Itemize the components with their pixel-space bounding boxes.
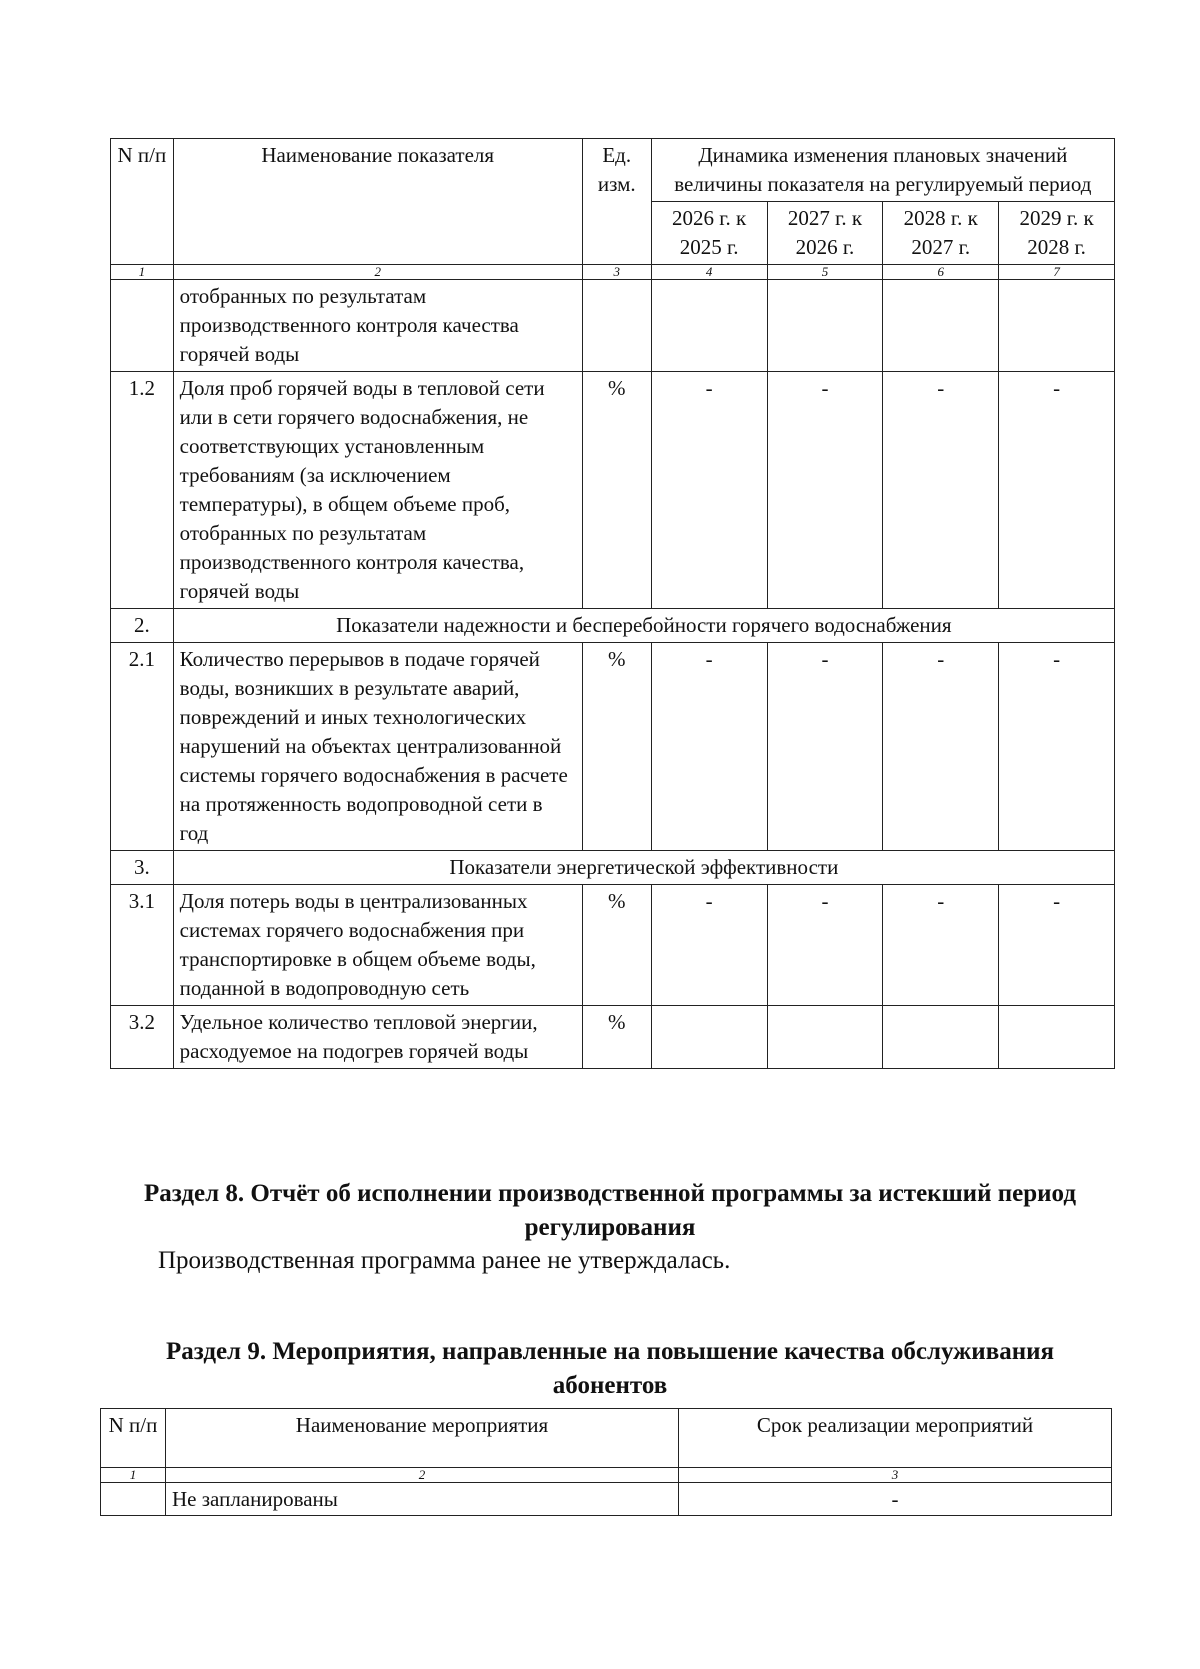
row-value: - [651, 643, 767, 851]
row-name: Доля проб горячей воды в тепловой сети или в сети горячего водоснабжения, не соответствующих установленным требованиям (за исключением температуры), в общем объеме проб, отобранных по результатам производственного контроля качества, горячей воды [173, 372, 582, 609]
column-number: 4 [651, 265, 767, 280]
header-year: 2027 г. к 2026 г. [767, 202, 883, 265]
section-title: Показатели надежности и бесперебойности горячего водоснабжения [173, 609, 1114, 643]
row-num: 3.2 [111, 1006, 174, 1069]
header-year: 2026 г. к 2025 г. [651, 202, 767, 265]
row-name: Удельное количество тепловой энергии, расходуемое на подогрев горячей воды [173, 1006, 582, 1069]
row-unit [582, 280, 651, 372]
row-value: - [999, 885, 1115, 1006]
row-unit: % [582, 885, 651, 1006]
measures-table [100, 1408, 1112, 1516]
row-num: 2.1 [111, 643, 174, 851]
section-num: 3. [111, 851, 174, 885]
header-year: 2029 г. к 2028 г. [999, 202, 1115, 265]
row-value: - [883, 372, 999, 609]
row-num: 3.1 [111, 885, 174, 1006]
row-value: - [999, 643, 1115, 851]
table-row [111, 885, 1115, 1006]
column-number: 1 [101, 1468, 166, 1483]
row-name: Не запланированы [166, 1483, 679, 1516]
row-value: - [767, 885, 883, 1006]
row-value [767, 280, 883, 372]
row-value [767, 1006, 883, 1069]
row-value [883, 280, 999, 372]
row-name: отобранных по результатам производственного контроля качества горячей воды [173, 280, 582, 372]
row-num: 1.2 [111, 372, 174, 609]
row-value: - [883, 643, 999, 851]
table-row [111, 1006, 1115, 1069]
row-value [999, 280, 1115, 372]
section-row [111, 851, 1115, 885]
header-name: Наименование показателя [173, 139, 582, 265]
section-num: 2. [111, 609, 174, 643]
row-unit: % [582, 643, 651, 851]
column-numbers-row [101, 1468, 1112, 1483]
column-number: 3 [679, 1468, 1112, 1483]
row-value: - [767, 372, 883, 609]
header-name: Наименование мероприятия [166, 1409, 679, 1468]
row-value: - [651, 885, 767, 1006]
header-dynamics: Динамика изменения плановых значений величины показателя на регулируемый период [651, 139, 1114, 202]
header-term: Срок реализации мероприятий [679, 1409, 1112, 1468]
column-number: 7 [999, 265, 1115, 280]
section-row [111, 609, 1115, 643]
row-num [111, 280, 174, 372]
section8-text: Производственная программа ранее не утверждалась. [158, 1247, 731, 1274]
column-number: 5 [767, 265, 883, 280]
row-name: Доля потерь воды в централизованных системах горячего водоснабжения при транспортировке в общем объеме воды, поданной в водопроводную сеть [173, 885, 582, 1006]
table-row [101, 1483, 1112, 1516]
table-row [111, 280, 1115, 372]
row-num [101, 1483, 166, 1516]
table-header-row [111, 139, 1115, 202]
indicators-table [110, 138, 1115, 1069]
column-number: 2 [173, 265, 582, 280]
header-num: N п/п [111, 139, 174, 265]
row-unit: % [582, 1006, 651, 1069]
header-num: N п/п [101, 1409, 166, 1468]
row-unit: % [582, 372, 651, 609]
column-number: 6 [883, 265, 999, 280]
row-value: - [767, 643, 883, 851]
row-value [651, 1006, 767, 1069]
column-number: 2 [166, 1468, 679, 1483]
row-name: Количество перерывов в подаче горячей воды, возникших в результате аварий, повреждений и иных технологических нарушений на объектах централизованной системы горячего водоснабжения в расчете на протяженность водопроводной сети в год [173, 643, 582, 851]
table-row [111, 372, 1115, 609]
section-title: Показатели энергетической эффективности [173, 851, 1114, 885]
column-numbers-row [111, 265, 1115, 280]
row-value: - [999, 372, 1115, 609]
column-number: 1 [111, 265, 174, 280]
row-term: - [679, 1483, 1112, 1516]
header-year: 2028 г. к 2027 г. [883, 202, 999, 265]
row-value [883, 1006, 999, 1069]
table-row [111, 643, 1115, 851]
table-header-row [101, 1409, 1112, 1468]
row-value: - [883, 885, 999, 1006]
row-value: - [651, 372, 767, 609]
section9-heading: Раздел 9. Мероприятия, направленные на повышение качества обслуживания абонентов [165, 1338, 1055, 1399]
row-value [999, 1006, 1115, 1069]
header-unit: Ед. изм. [582, 139, 651, 265]
row-value [651, 280, 767, 372]
section8-heading: Раздел 8. Отчёт об исполнении производственной программы за истекший период регулирования [144, 1180, 1076, 1241]
column-number: 3 [582, 265, 651, 280]
